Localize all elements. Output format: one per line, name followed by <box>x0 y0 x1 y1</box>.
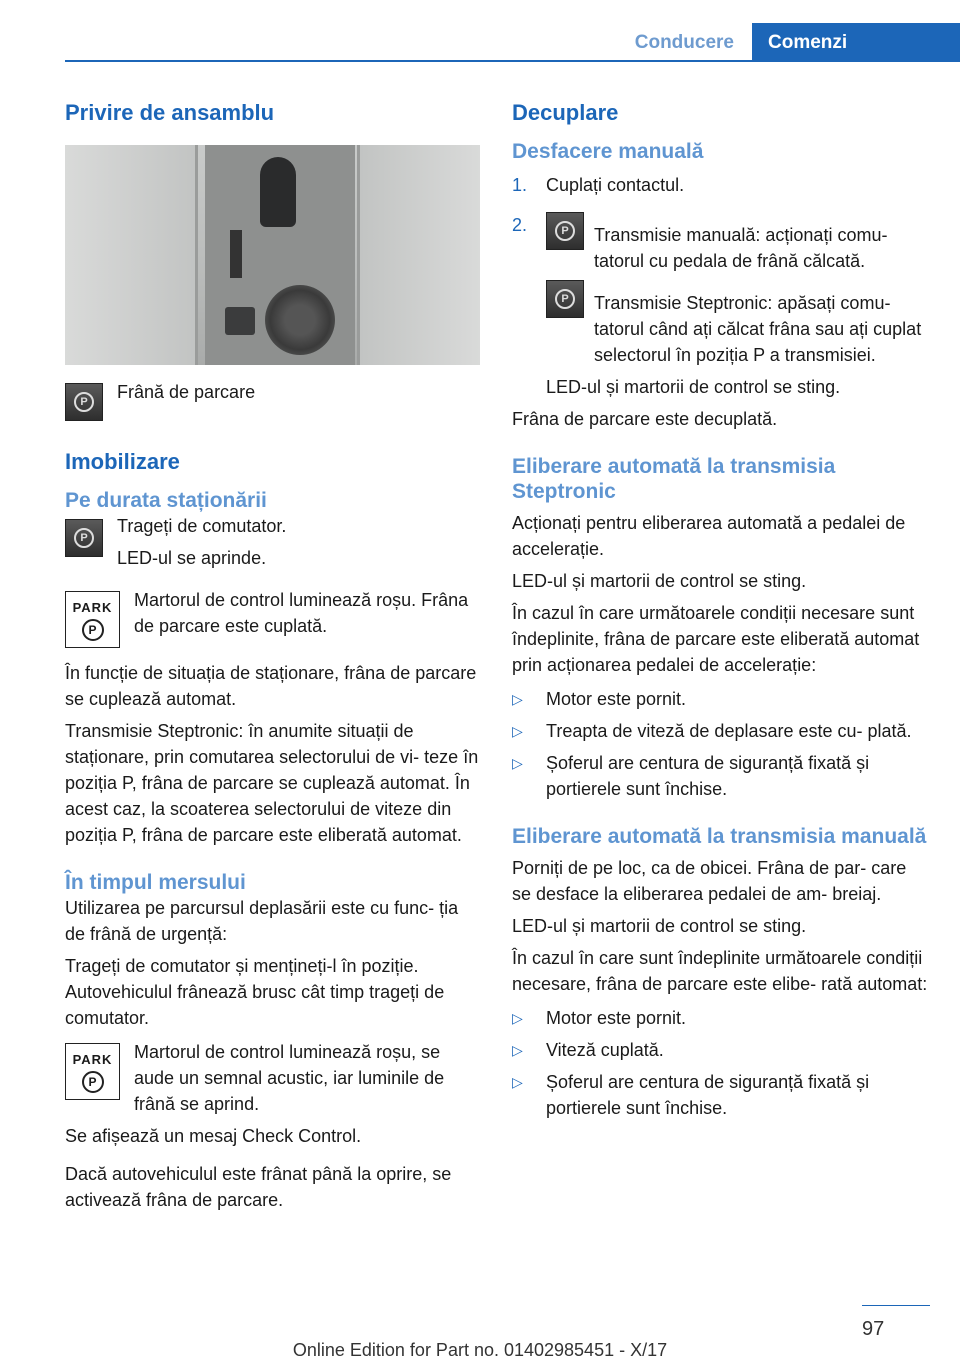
gear-selector-image <box>260 157 296 227</box>
stop-text: Dacă autovehiculul este frânat până la oprire, se activează frâna de parcare. <box>65 1164 452 1210</box>
park-warning-icon: PARK P <box>65 591 120 648</box>
bullet-list-1 <box>512 686 930 802</box>
warning-text-2: Martorul de control luminează roșu, se aude un semnal acustic, iar luminile de frână se aprind. <box>134 1042 445 1114</box>
list-item: ▷ Șoferul are centura de siguranță fixată și portierele sunt închise. <box>512 753 870 799</box>
conditions-1: În cazul în care următoarele condiții necesare sunt îndeplinite, frâna de parcare este eliberată automat prin acționarea pedalei de accelerație: <box>512 603 920 675</box>
released-text: Frâna de parcare este decuplată. <box>512 409 778 429</box>
heading-stationare: Pe durata staționării <box>65 489 267 512</box>
step-1: 1. Cuplați contactul. <box>512 175 685 195</box>
parking-brake-icon: P <box>546 280 584 318</box>
led-off-text-3: LED-ul și martorii de control se sting. <box>512 916 807 936</box>
step2b-text: Transmisie Steptronic: apăsați comu- tatorul când ați călcat frâna sau ați cuplat selectorul în poziția P a transmisiei. <box>594 293 922 365</box>
console-photo <box>65 145 480 365</box>
hold-text: Trageți de comutator și mențineți-l în poziție. Autovehiculul frânează brusc cât timp trageți de comutator. <box>65 956 445 1028</box>
controller-dial-image <box>265 285 335 355</box>
list-item: ▷ Treapta de viteză de deplasare este cu- plată. <box>512 721 912 741</box>
led-off-text: LED-ul și martorii de control se sting. <box>546 377 841 397</box>
parking-brake-icon: P <box>546 212 584 250</box>
icon-row-pull <box>65 516 481 571</box>
led-on-text: LED-ul se aprinde. <box>117 548 267 568</box>
auto-engage-text: În funcție de situația de staționare, frâna de parcare se cuplează automat. <box>65 663 477 709</box>
park-warning-icon: PARK P <box>65 1043 120 1100</box>
right-column <box>512 98 930 1121</box>
auto-step-text: Acționați pentru eliberarea automată a pedalei de accelerație. <box>512 513 906 559</box>
icon-row-brake <box>65 383 481 421</box>
conditions-2: În cazul în care sunt îndeplinite următoarele condiții necesare, frâna de parcare este elibe- rată automat: <box>512 948 928 994</box>
heading-decuplare: Decuplare <box>512 100 619 125</box>
step2a-text: Transmisie manuală: acționați comu- tatorul cu pedala de frână călcată. <box>594 225 888 271</box>
tab-comenzi[interactable]: Comenzi <box>752 23 960 61</box>
icon-row-park1 <box>65 591 481 648</box>
led-off-text-2: LED-ul și martorii de control se sting. <box>512 571 807 591</box>
steptronic-text: Transmisie Steptronic: în anumite situații de staționare, prin comutarea selectorului de vi- teze în poziția P, frâna de parcare se cuplează automat. În acest caz, la scoaterea selectorului de viteze din poziția P, frâna de parcare este eliberată automat. <box>65 721 479 845</box>
list-item: ▷ Motor este pornit. <box>512 1008 687 1028</box>
start-off-text: Porniți de pe loc, ca de obicei. Frâna de par- care se desface la eliberarea pedalei de am- breiaj. <box>512 858 907 904</box>
parking-brake-icon: P <box>65 383 103 421</box>
pull-switch-text: Trageți de comutator. <box>117 516 287 536</box>
list-item: ▷ Viteză cuplată. <box>512 1040 664 1060</box>
list-item: ▷ Motor este pornit. <box>512 689 687 709</box>
warning-text-1: Martorul de control luminează roșu. Frâna de parcare este cuplată. <box>134 590 469 636</box>
header-tabs <box>635 23 960 61</box>
emergency-text: Utilizarea pe parcursul deplasării este cu func- ția de frână de urgență: <box>65 898 459 944</box>
brake-label: Frână de parcare <box>117 382 256 402</box>
parking-brake-switch-image <box>225 307 255 335</box>
icon-row-park2 <box>65 1043 481 1117</box>
header-rule <box>65 60 960 62</box>
heading-imobilizare: Imobilizare <box>65 449 180 474</box>
footer-rule <box>862 1305 930 1306</box>
step-2: 2. P Transmisie manuală: acționați comu- tatorul cu pedala de frână călcată. P Transmisie Steptronic: apăsați comu- tatorul când ați călcat frâna sau ați cuplat selectorul în poziția P a transmisiei. LED-ul și martorii de control se sting. <box>512 212 930 400</box>
left-column <box>65 98 481 1213</box>
bullet-list-2 <box>512 1005 930 1121</box>
footer-edition: Online Edition for Part no. 01402985451 - X/17 <box>292 1340 668 1360</box>
heading-overview: Privire de ansamblu <box>65 100 275 125</box>
list-item: ▷ Șoferul are centura de siguranță fixată și portierele sunt închise. <box>512 1072 870 1118</box>
heading-manual: Desfacere manuală <box>512 140 704 163</box>
heading-auto-steptronic: Eliberare automată la transmisia Steptronic <box>512 455 836 503</box>
tab-conducere[interactable]: Conducere <box>634 32 734 53</box>
parking-brake-icon: P <box>65 519 103 557</box>
heading-auto-manual: Eliberare automată la transmisia manuală <box>512 825 927 848</box>
page-number: 97 <box>862 1318 885 1340</box>
heading-driving: În timpul mersului <box>65 871 246 894</box>
check-control-text: Se afișează un mesaj Check Control. <box>65 1126 362 1146</box>
